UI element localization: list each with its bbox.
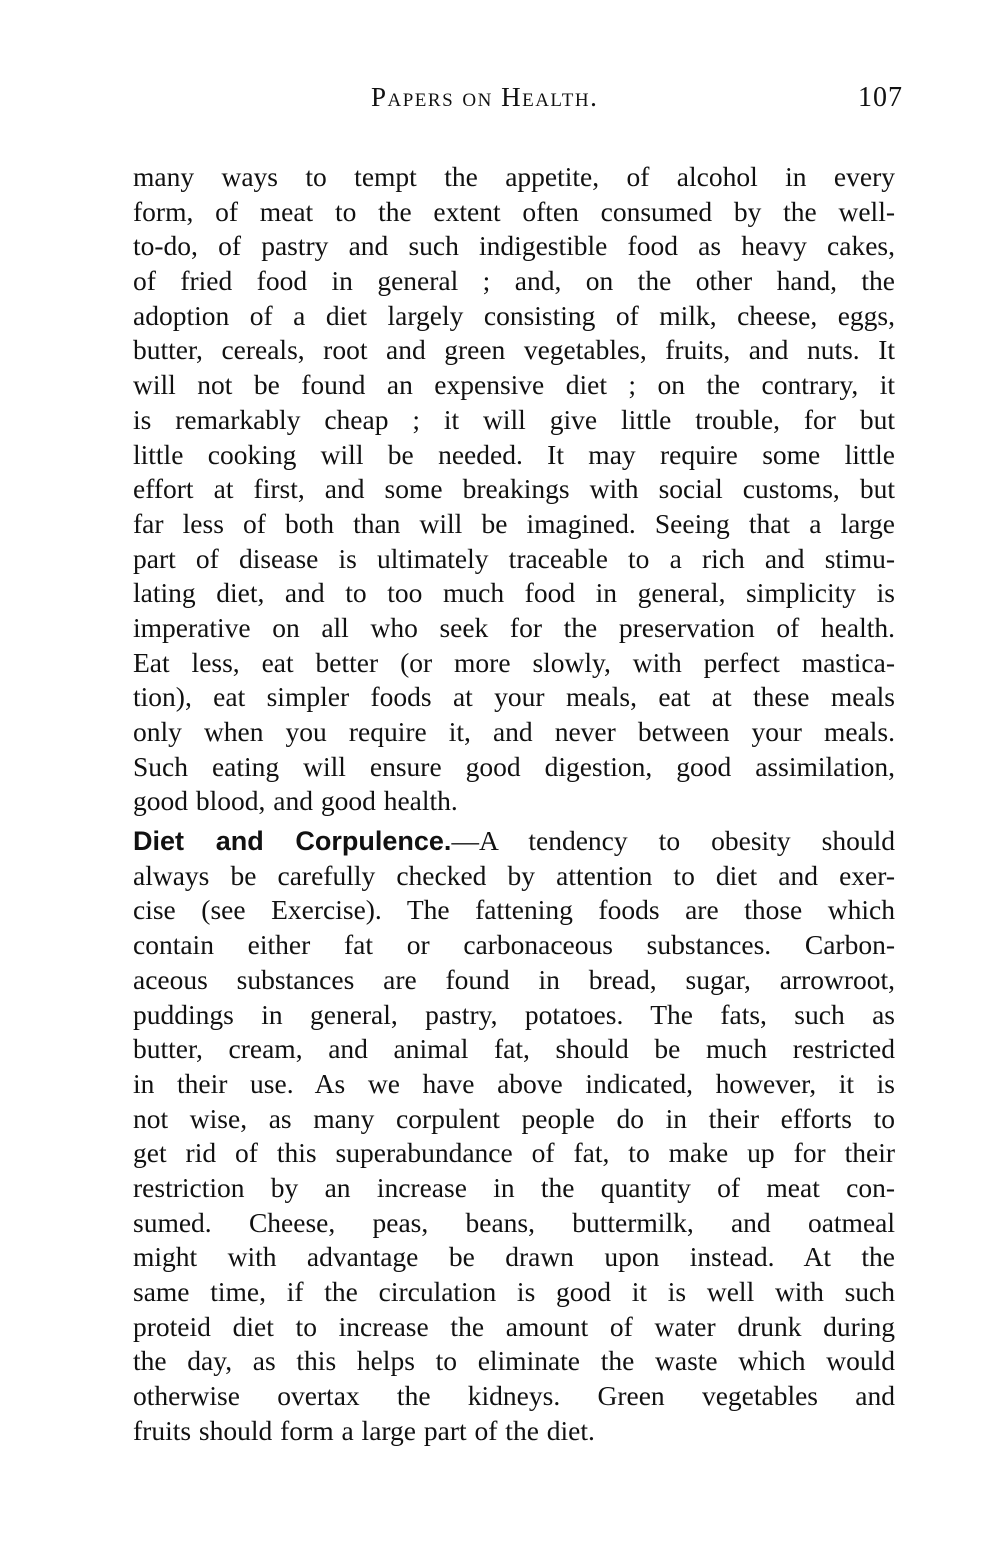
paragraph-diet-simplicity [133, 160, 895, 819]
text-line: to-do, of pastry and such indigestible food as heavy cakes, [133, 230, 895, 262]
text-line: always be carefully checked by attention to diet and exer- [133, 859, 895, 891]
text-line: part of disease is ultimately traceable to a rich and stimu- [133, 542, 895, 574]
text-line: of fried food in general ; and, on the other hand, the [133, 265, 895, 297]
text-line: effort at first, and some breakings with social customs, but [133, 473, 895, 505]
text-line: fruits should form a large part of the diet. [133, 1414, 595, 1446]
text-line: get rid of this superabundance of fat, to make up for their [133, 1137, 895, 1169]
page-number: 107 [858, 82, 903, 113]
text-line [133, 824, 895, 859]
text-line: good blood, and good health. [133, 785, 458, 817]
text-line: the day, as this helps to eliminate the waste which would [133, 1345, 895, 1377]
text-line: cise (see Exercise). The fattening foods are those which [133, 894, 895, 926]
text-line: might with advantage be drawn upon instead. At the [133, 1241, 895, 1273]
text-line: little cooking will be needed. It may require some little [133, 438, 895, 470]
text-line: butter, cereals, root and green vegetables, fruits, and nuts. It [133, 334, 895, 366]
text-line: only when you require it, and never between your meals. [133, 716, 895, 747]
text-line: will not be found an expensive diet ; on the contrary, it [133, 369, 895, 401]
text-line: in their use. As we have above indicated, however, it is [133, 1067, 895, 1099]
text-line: is remarkably cheap ; it will give little trouble, for but [133, 403, 895, 435]
page-body [133, 160, 895, 1448]
text-line: aceous substances are found in bread, sugar, arrowroot, [133, 963, 895, 995]
text-line: far less of both than will be imagined. Seeing that a large [133, 507, 895, 539]
page-header [133, 82, 903, 122]
text-line: adoption of a diet largely consisting of milk, cheese, eggs, [133, 299, 895, 331]
text-line: imperative on all who seek for the preservation of health. [133, 611, 895, 643]
text-line: many ways to tempt the appetite, of alcohol in every [133, 161, 895, 192]
text-line: Eat less, eat better (or more slowly, with perfect mastica- [133, 646, 895, 678]
text-line: not wise, as many corpulent people do in their efforts to [133, 1102, 895, 1134]
paragraph-diet-and-corpulence [133, 824, 895, 1448]
text-line-rest: —A tendency to obesity should [451, 825, 895, 857]
text-line: sumed. Cheese, peas, beans, buttermilk, and oatmeal [133, 1206, 895, 1238]
text-line: Such eating will ensure good digestion, good assimilation, [133, 750, 895, 782]
text-line: lating diet, and to too much food in general, simplicity is [133, 577, 895, 609]
text-line: form, of meat to the extent often consumed by the well- [133, 195, 895, 227]
section-heading: Diet and Corpulence. [133, 826, 452, 857]
text-line: otherwise overtax the kidneys. Green vegetables and [133, 1380, 895, 1412]
running-title: Papers on Health. [371, 82, 599, 112]
text-line: puddings in general, pastry, potatoes. The fats, such as [133, 998, 895, 1030]
text-line: butter, cream, and animal fat, should be much restricted [133, 1033, 895, 1065]
text-line: same time, if the circulation is good it is well with such [133, 1276, 895, 1307]
text-line: contain either fat or carbonaceous substances. Carbon- [133, 929, 895, 961]
text-line: tion), eat simpler foods at your meals, eat at these meals [133, 681, 895, 713]
text-line: proteid diet to increase the amount of water drunk during [133, 1310, 895, 1342]
text-line: restriction by an increase in the quantity of meat con- [133, 1171, 895, 1203]
